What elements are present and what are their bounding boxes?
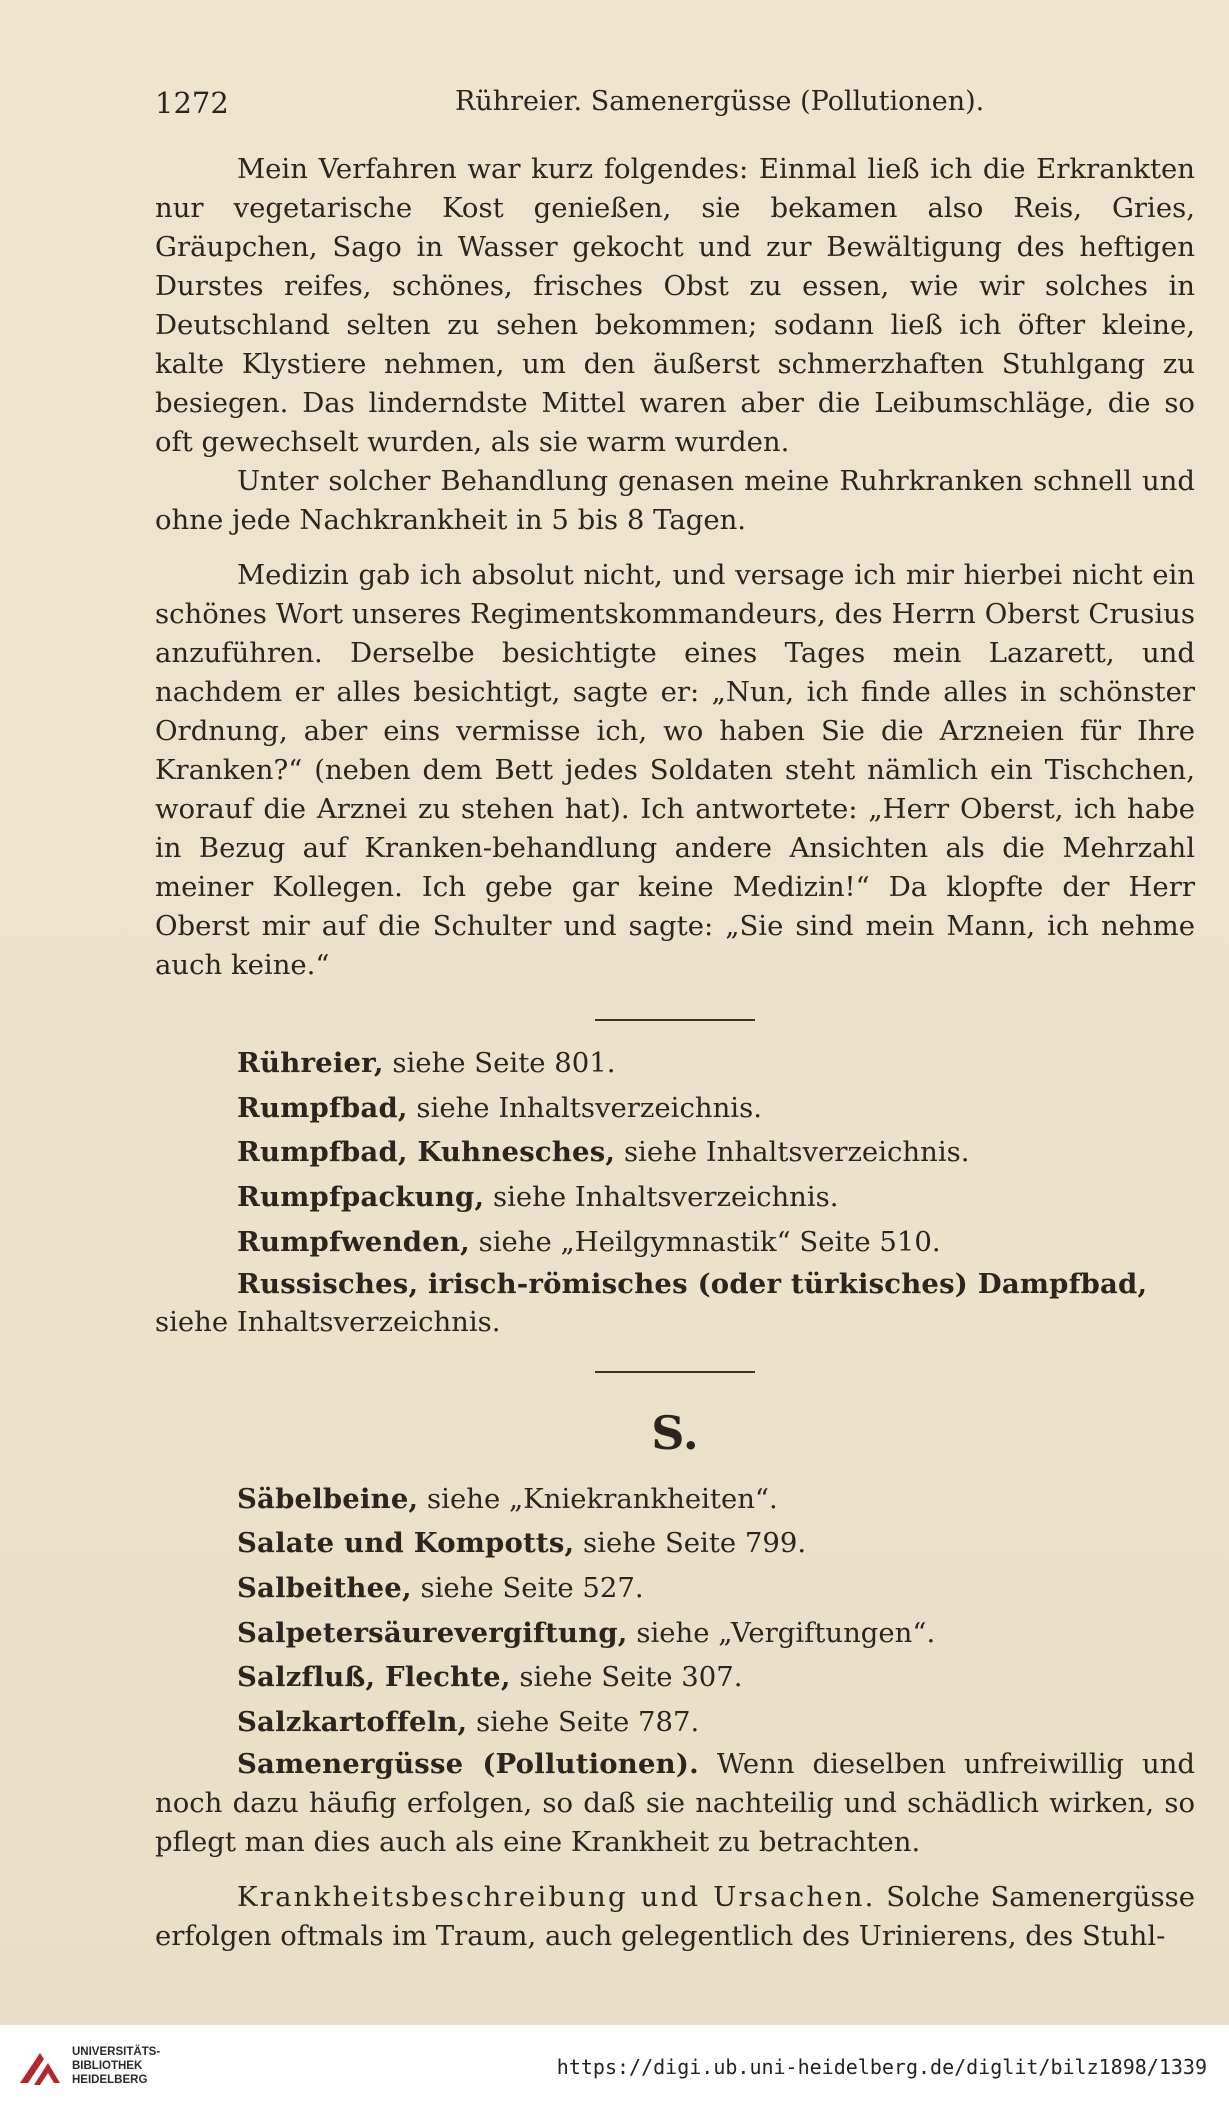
source-url-link[interactable]: https://digi.ub.uni-heidelberg.de/diglit/bilz1898/1339 — [556, 2055, 1207, 2079]
entry-head: Säbelbeine, — [237, 1482, 419, 1515]
entry-head: Salzkartoffeln, — [237, 1706, 468, 1739]
index-entry — [155, 1611, 1195, 1656]
index-entry — [155, 1220, 1195, 1265]
footer-bar — [0, 2025, 1229, 2113]
entry-head: Rumpfwenden, — [237, 1225, 470, 1258]
entry-ref: siehe Seite 799. — [583, 1527, 807, 1560]
paragraph-treatment: Mein Verfahren war kurz folgendes: Einmal ließ ich die Erkrankten nur vegetarische Kost genießen, sie bekamen also Reis, Gries, Gräupchen, Sago in Wasser gekocht und zur Bewältigung des heftigen Durstes reifes, schönes, frisches Obst zu essen, wie wir solches in Deutschland selten zu sehen bekommen; sodann ließ ich öfter kleine, kalte Klystiere nehmen, um den äußerst schmerzhaften Stuhlgang zu besiegen. Das linderndste Mittel waren aber die Leibumschläge, die so oft gewechselt wurden, als sie warm wurden. — [155, 153, 1195, 458]
library-name-line: BIBLIOTHEK — [72, 2060, 143, 2072]
entry-ref: siehe Inhaltsverzeichnis. — [416, 1091, 762, 1124]
library-name-line: HEIDELBERG — [72, 2074, 148, 2086]
library-name-line: UNIVERSITÄTS- — [72, 2046, 161, 2058]
index-entry — [155, 1477, 1195, 1522]
library-name — [72, 2045, 160, 2087]
entry-ref: siehe „Kniekrankheiten“. — [427, 1482, 778, 1515]
subheading: Krankheitsbeschreibung und Ursachen. — [237, 1880, 876, 1913]
library-logo-icon — [14, 2043, 66, 2095]
entry-ref: siehe Inhaltsverzeichnis. — [623, 1136, 970, 1169]
index-entry — [155, 1700, 1195, 1745]
index-entry — [155, 1265, 1195, 1341]
entry-ref: siehe „Vergiftungen“. — [636, 1616, 936, 1649]
paragraph-recovery: Unter solcher Behandlung genasen meine Ruhrkranken schnell und ohne jede Nachkrankheit in 5 bis 8 Tagen. — [155, 465, 1195, 536]
entry-head: Salpetersäurevergiftung, — [237, 1616, 628, 1649]
index-entry — [155, 1130, 1195, 1175]
paragraph-text: Solche Samenergüsse erfolgen oftmals im Traum, auch gelegentlich des Urinierens, des Stuhl- — [155, 1880, 1195, 1952]
entry-head: Rumpfbad, — [237, 1091, 408, 1124]
r-entries-list — [155, 1041, 1195, 1341]
index-entry — [155, 1655, 1195, 1700]
entry-head: Salbeithee, — [237, 1571, 412, 1604]
entry-ref: siehe Seite 307. — [519, 1661, 743, 1694]
s-entries-list — [155, 1477, 1195, 1745]
paragraph-samenergusse — [155, 1745, 1195, 1862]
entry-ref: siehe Seite 527. — [420, 1571, 644, 1604]
index-entry — [155, 1041, 1195, 1086]
entry-ref: siehe Inhaltsverzeichnis. — [493, 1181, 839, 1214]
entry-head: Rumpfbad, Kuhnesches, — [237, 1136, 616, 1169]
paragraph-medicine: Medizin gab ich absolut nicht, und versage ich mir hierbei nicht ein schönes Wort unseres Regimentskommandeurs, des Herrn Oberst Crusius anzuführen. Derselbe besichtigte eines Tages mein Lazarett, und nachdem er alles besichtigt, sagte er: „Nun, ich finde alles in schönster Ordnung, aber eins vermisse ich, wo haben Sie die Arzneien für Ihre Kranken?“ (neben dem Bett jedes Soldaten steht nämlich ein Tischchen, worauf die Arznei zu stehen hat). Ich antwortete: „Herr Oberst, ich habe in Bezug auf Kranken-behandlung andere Ansichten als die Mehrzahl meiner Kollegen. Ich gebe gar keine Medizin!“ Da klopfte der Herr Oberst mir auf die Schulter und sagte: „Sie sind mein Mann, ich nehme auch keine.“ — [155, 559, 1195, 981]
paragraph-description — [155, 1878, 1195, 1956]
entry-head: Rumpfpackung, — [237, 1181, 485, 1214]
running-head — [155, 86, 1195, 126]
entry-head: Samenergüsse (Pollutionen). — [237, 1747, 699, 1780]
section-letter: S. — [651, 1405, 699, 1460]
entry-ref: siehe Inhaltsverzeichnis. — [155, 1305, 501, 1338]
entry-head: Salzfluß, Flechte, — [237, 1661, 511, 1694]
index-entry — [155, 1566, 1195, 1611]
text-block — [155, 150, 1195, 1956]
index-entry — [155, 1175, 1195, 1220]
entry-text: Wenn dieselben unfreiwillig und noch dazu häufig erfolgen, so daß sie nachteilig und schädlich wirken, so pflegt man dies auch als eine Krankheit zu betrachten. — [155, 1747, 1195, 1858]
entry-ref: siehe „Heilgymnastik“ Seite 510. — [478, 1225, 941, 1258]
entry-ref: siehe Seite 801. — [392, 1047, 616, 1079]
entry-head: Russisches, irisch-römisches (oder türkisches) Dampfbad, — [237, 1267, 1148, 1300]
entry-head: Salate und Kompotts, — [237, 1527, 575, 1560]
entry-ref: siehe Seite 787. — [476, 1706, 700, 1739]
page-number: 1272 — [155, 86, 229, 120]
index-entry — [155, 1086, 1195, 1131]
entry-head: Rühreier, — [237, 1047, 384, 1079]
running-title: Rühreier. Samenergüsse (Pollutionen). — [455, 86, 985, 117]
index-entry — [155, 1521, 1195, 1566]
